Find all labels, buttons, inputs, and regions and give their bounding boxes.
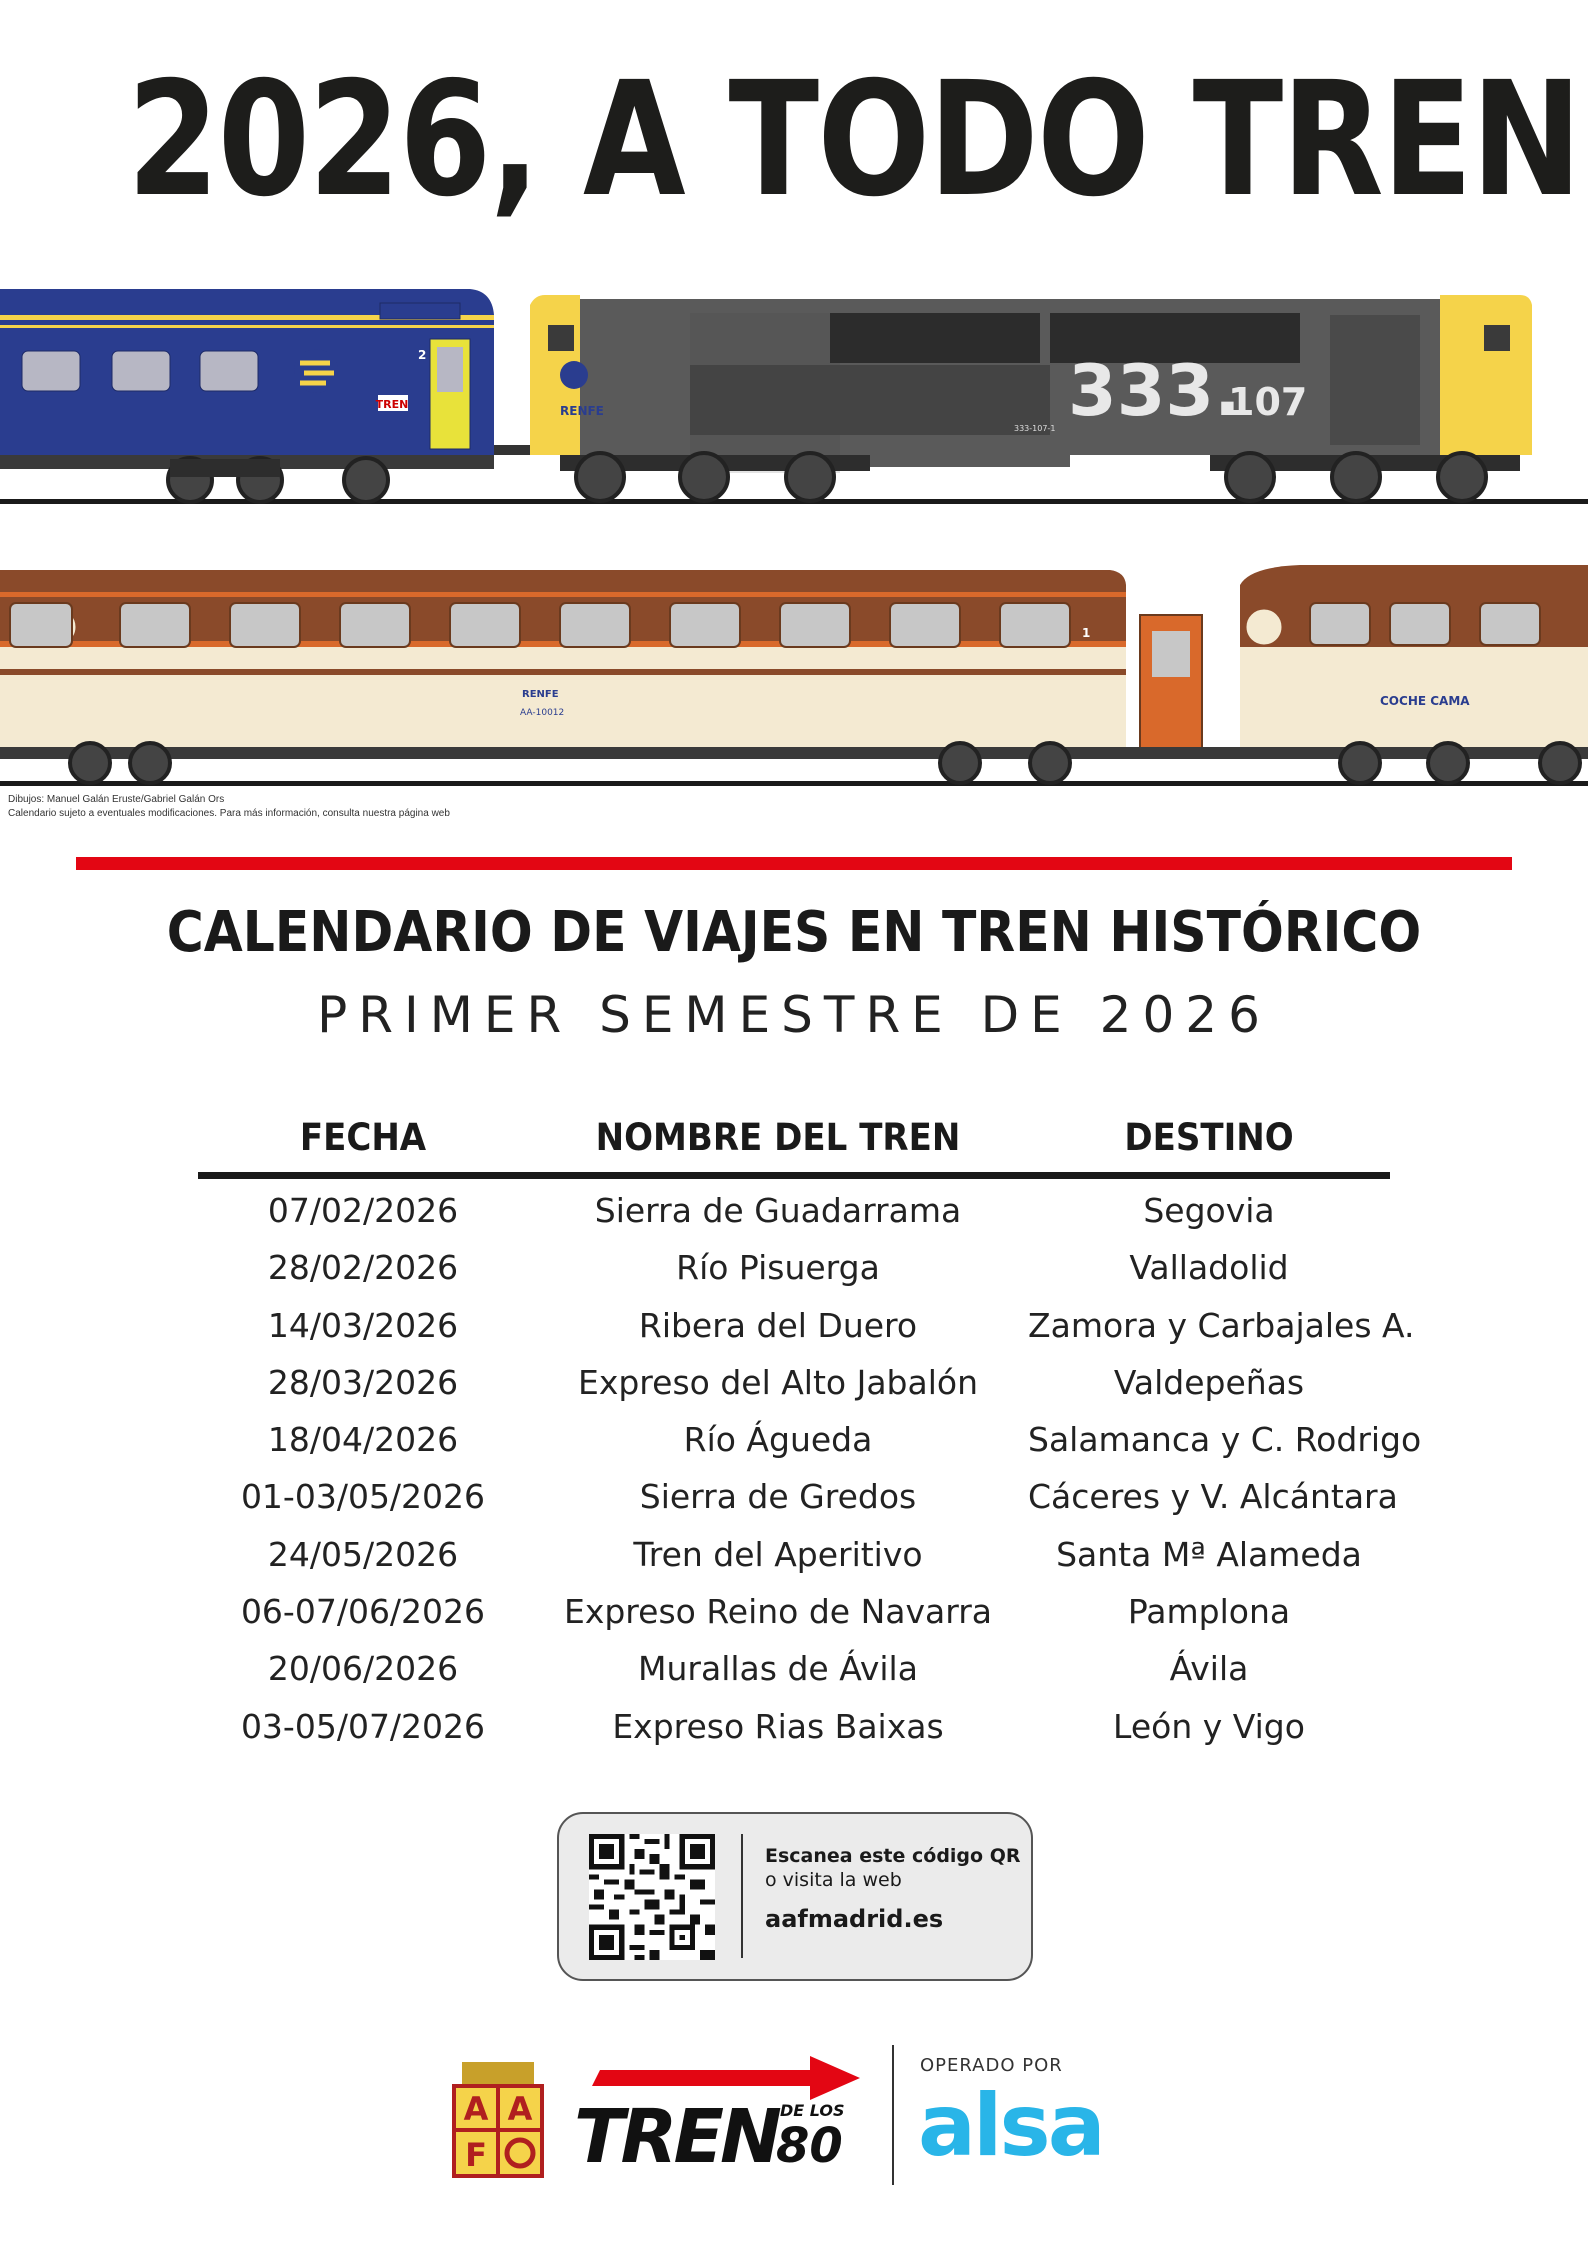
sleeper-label: COCHE CAMA bbox=[1380, 694, 1470, 708]
qr-code[interactable] bbox=[589, 1834, 715, 1960]
table-row bbox=[198, 1351, 1390, 1408]
aafm-letter-f: F bbox=[465, 2136, 487, 2174]
locomotive-illustration bbox=[0, 255, 1588, 505]
alsa-word: alsa bbox=[918, 2085, 1103, 2175]
schedule-table bbox=[198, 1110, 1422, 1752]
coach-id: AA-10012 bbox=[520, 708, 565, 718]
row-train-name: Murallas de Ávila bbox=[638, 1649, 918, 1689]
row-date: 07/02/2026 bbox=[267, 1191, 459, 1230]
row-date: 18/04/2026 bbox=[267, 1420, 459, 1460]
table-row bbox=[198, 1294, 1415, 1351]
table-row bbox=[198, 1465, 1398, 1522]
column-header-nombre: NOMBRE DEL TREN bbox=[595, 1116, 961, 1159]
calendar-subtitle: PRIMER SEMESTRE DE 2026 bbox=[317, 986, 1271, 1044]
table-header bbox=[198, 1110, 1390, 1179]
column-header-destino: DESTINO bbox=[1124, 1116, 1294, 1159]
table-row bbox=[198, 1236, 1390, 1293]
credit-line-1: Dibujos: Manuel Galán Eruste/Gabriel Galán Ors bbox=[8, 794, 225, 805]
row-date: 06-07/06/2026 bbox=[240, 1592, 486, 1632]
page-title: 2026, A TODO TREN bbox=[127, 48, 1581, 232]
qr-instruction-secondary: o visita la web bbox=[765, 1869, 902, 1891]
table-row bbox=[198, 1637, 1390, 1694]
illustration-credits bbox=[8, 793, 450, 821]
credit-line-2: Calendario sujeto a eventuales modificaciones. Para más información, consulta nuestra página web bbox=[8, 808, 450, 819]
table-row bbox=[198, 1523, 1390, 1580]
coach-class-number: 2 bbox=[418, 348, 427, 362]
row-date: 01-03/05/2026 bbox=[240, 1477, 486, 1517]
row-destination: Zamora y Carbajales A. bbox=[1028, 1305, 1415, 1345]
row-date: 20/06/2026 bbox=[267, 1649, 459, 1689]
row-train-name: Tren del Aperitivo bbox=[633, 1534, 923, 1574]
table-row bbox=[198, 1179, 1390, 1236]
row-date: 28/02/2026 bbox=[267, 1248, 459, 1288]
red-divider bbox=[76, 857, 1512, 870]
svg-text:TREN: TREN bbox=[375, 398, 409, 411]
qr-divider bbox=[741, 1834, 743, 1958]
row-train-name: Expreso Rias Baixas bbox=[612, 1706, 944, 1746]
column-header-fecha: FECHA bbox=[299, 1116, 427, 1159]
coach-class-number-1: 1 bbox=[1082, 626, 1091, 640]
tren-word: TREN bbox=[574, 2094, 778, 2172]
operated-by-label: OPERADO POR bbox=[920, 2055, 1063, 2076]
row-destination: Valdepeñas bbox=[1113, 1362, 1305, 1402]
aafm-logo bbox=[452, 2060, 544, 2178]
website-link[interactable]: aafmadrid.es bbox=[765, 1905, 944, 1933]
row-train-name: Ribera del Duero bbox=[638, 1305, 918, 1345]
loco-number: 333. bbox=[1068, 350, 1241, 432]
coach-illustration bbox=[0, 545, 1588, 790]
row-destination: Santa Mª Alameda bbox=[1056, 1534, 1362, 1574]
coach-brand: RENFE bbox=[522, 689, 559, 700]
loco-plate: 333-107-1 bbox=[1014, 424, 1056, 433]
table-row bbox=[198, 1695, 1390, 1752]
row-destination: León y Vigo bbox=[1113, 1706, 1305, 1746]
row-destination: Salamanca y C. Rodrigo bbox=[1028, 1420, 1422, 1460]
row-train-name: Expreso del Alto Jabalón bbox=[577, 1362, 978, 1402]
tren-de-los-80-logo bbox=[570, 2052, 870, 2172]
eighty-word: 80 bbox=[776, 2118, 843, 2172]
row-destination: Ávila bbox=[1169, 1649, 1249, 1689]
row-destination: Cáceres y V. Alcántara bbox=[1028, 1477, 1398, 1517]
row-destination: Valladolid bbox=[1129, 1248, 1289, 1288]
alsa-logo bbox=[918, 2085, 1138, 2175]
row-train-name: Río Pisuerga bbox=[676, 1248, 880, 1288]
row-train-name: Río Águeda bbox=[683, 1420, 873, 1460]
row-destination: Pamplona bbox=[1127, 1592, 1291, 1632]
renfe-mark: RENFE bbox=[560, 404, 604, 418]
calendar-title: CALENDARIO DE VIAJES EN TREN HISTÓRICO bbox=[166, 900, 1422, 965]
table-row bbox=[198, 1408, 1422, 1465]
row-train-name: Sierra de Gredos bbox=[639, 1477, 917, 1517]
qr-panel[interactable] bbox=[557, 1812, 1033, 1981]
aafm-letter-a1: A bbox=[463, 2090, 489, 2128]
de-los-word: DE LOS bbox=[780, 2101, 845, 2120]
aafm-letter-a2: A bbox=[507, 2090, 533, 2128]
table-row bbox=[198, 1580, 1390, 1637]
qr-instruction: Escanea este código QR bbox=[765, 1845, 1021, 1867]
logo-divider bbox=[892, 2045, 894, 2185]
row-train-name: Expreso Reino de Navarra bbox=[563, 1592, 993, 1632]
row-date: 24/05/2026 bbox=[267, 1534, 459, 1574]
row-date: 14/03/2026 bbox=[267, 1305, 459, 1345]
row-train-name: Sierra de Guadarrama bbox=[594, 1191, 962, 1230]
row-date: 28/03/2026 bbox=[267, 1362, 459, 1402]
row-date: 03-05/07/2026 bbox=[240, 1706, 486, 1746]
loco-number-small: 107 bbox=[1228, 380, 1308, 424]
row-destination: Segovia bbox=[1143, 1191, 1275, 1230]
